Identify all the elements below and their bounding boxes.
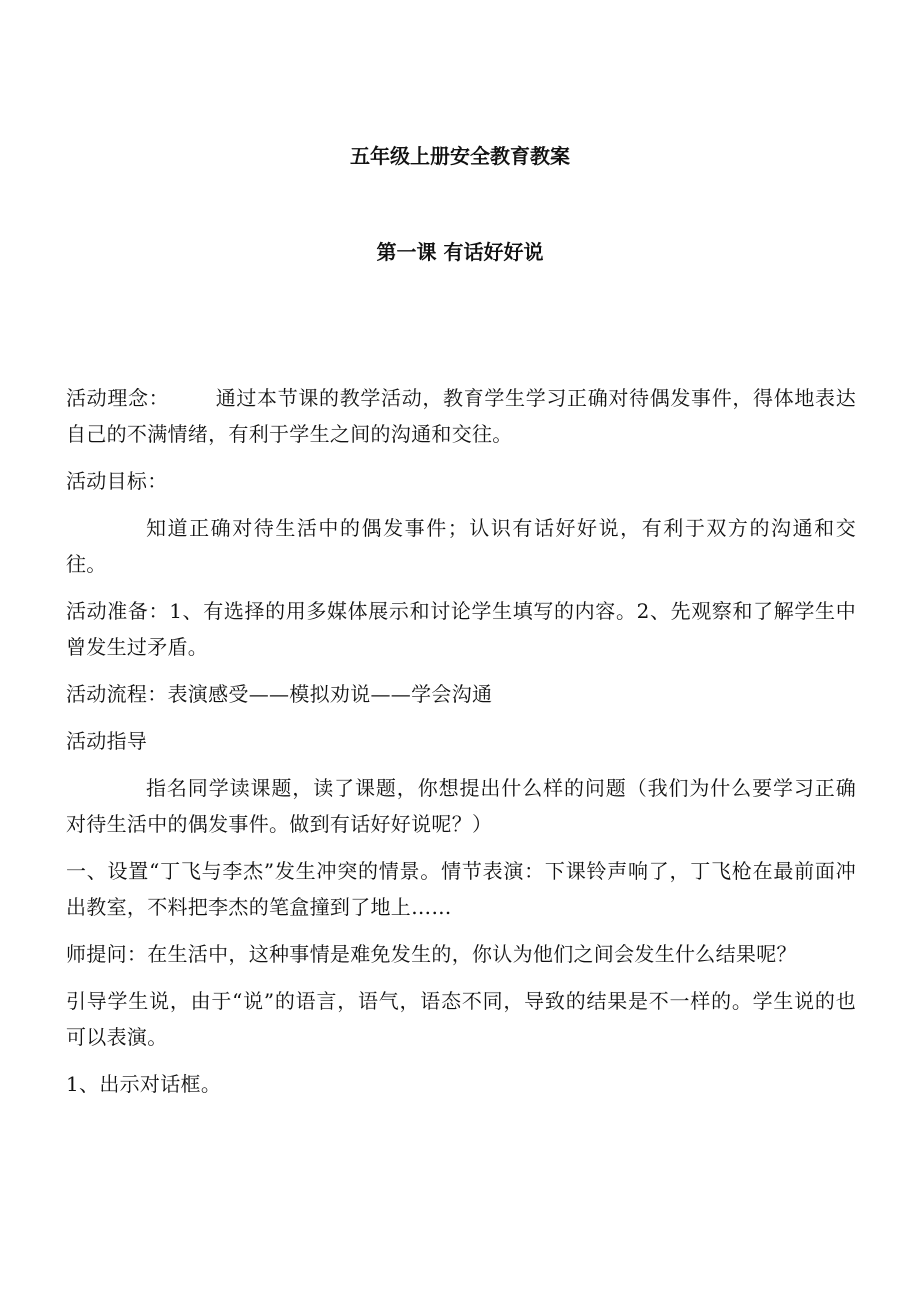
teacher-question: 师提问：在生活中，这种事情是难免发生的，你认为他们之间会发生什么结果呢？ [66, 942, 797, 966]
document-body [66, 380, 856, 1113]
prep-paragraph: 活动准备：1、有选择的用多媒体展示和讨论学生填写的内容。2、先观察和了解学生中曾发生过矛盾。 [66, 599, 856, 659]
flow-paragraph: 活动流程：表演感受——模拟劝说——学会沟通 [66, 682, 493, 706]
guide-label: 活动指导 [66, 729, 148, 753]
concept-label: 活动理念： [66, 386, 170, 410]
goal-label: 活动目标： [66, 469, 168, 493]
section-one: 一、设置“丁飞与李杰”发生冲突的情景。情节表演：下课铃声响了，丁飞枪在最前面冲出教室，不料把李杰的笔盒撞到了地上…… [66, 859, 856, 919]
lesson-title: 第一课 有话好好说 [376, 240, 544, 264]
document-title: 五年级上册安全教育教案 [350, 144, 570, 168]
concept-paragraph [66, 380, 856, 452]
concept-text: 通过本节课的教学活动，教育学生学习正确对待偶发事件，得体地表达自己的不满情绪，有利于学生之间的沟通和交往。 [66, 386, 856, 446]
goal-text: 知道正确对待生活中的偶发事件；认识有话好好说，有利于双方的沟通和交往。 [66, 516, 856, 576]
item-one: 1、出示对话框。 [66, 1072, 222, 1096]
guide-text: 指名同学读课题，读了课题，你想提出什么样的问题（我们为什么要学习正确对待生活中的偶发事件。做到有话好好说呢？） [66, 776, 856, 836]
guide-students: 引导学生说，由于“说”的语言，语气，语态不同，导致的结果是不一样的。学生说的也可以表演。 [66, 989, 856, 1049]
